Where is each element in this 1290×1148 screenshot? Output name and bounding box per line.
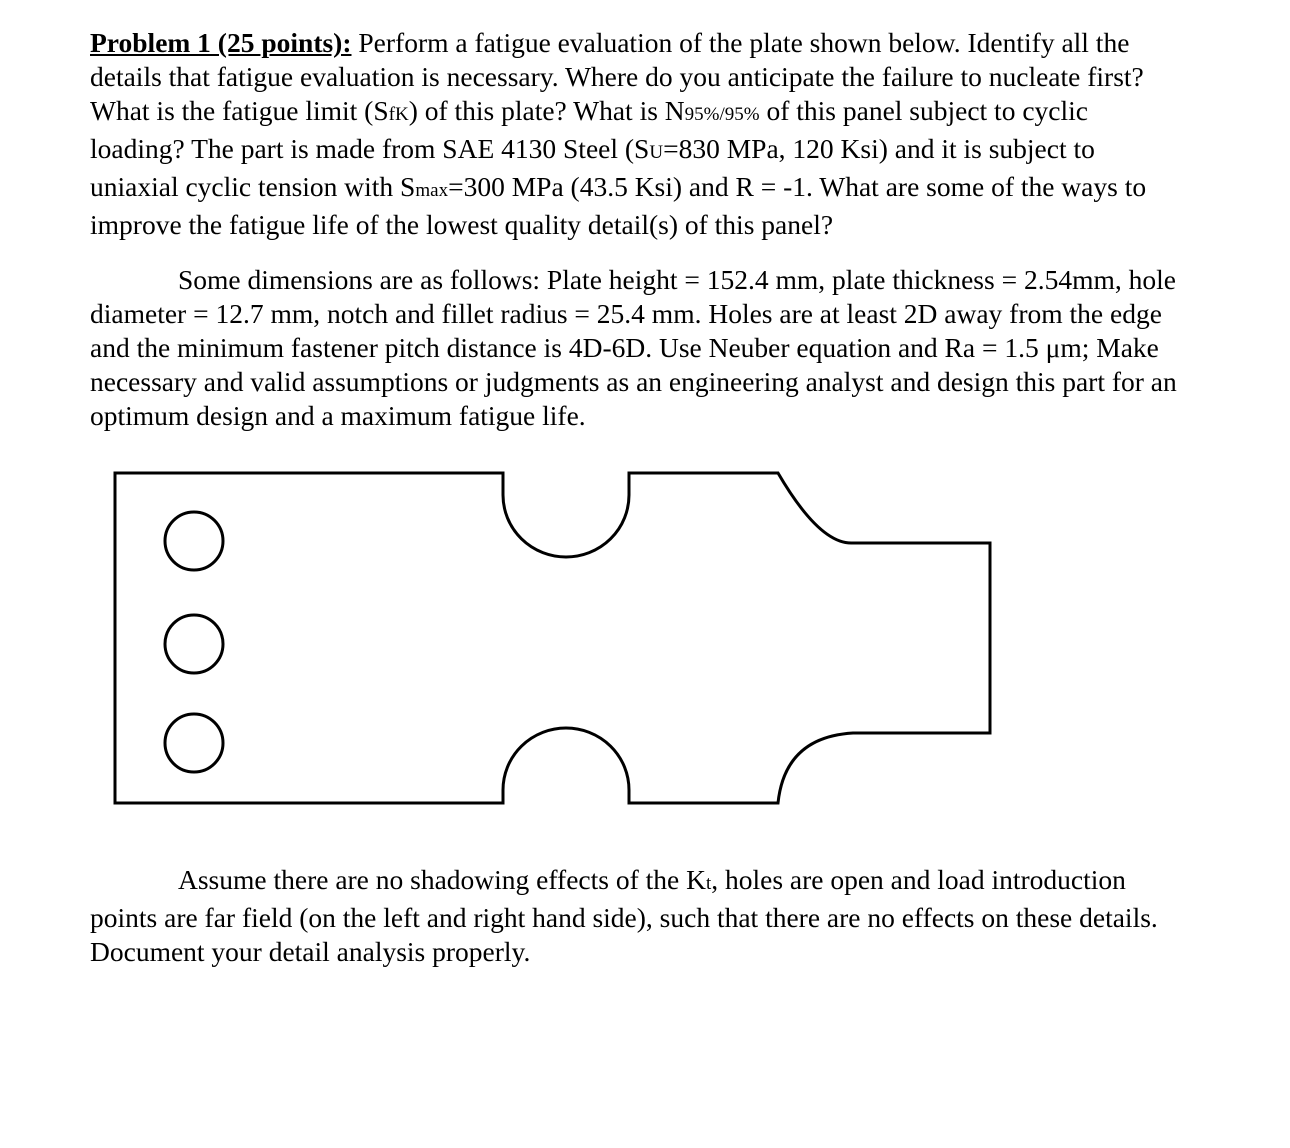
subscript-95-95: 95%/95% (684, 104, 760, 125)
fastener-hole (165, 512, 223, 570)
problem-line-3: What is the fatigue limit (SfK) of this plate? What is N95%/95% of this panel subject to cyclic (90, 95, 1088, 126)
subscript-u: U (649, 142, 664, 163)
fastener-hole (165, 714, 223, 772)
fastener-holes (165, 512, 223, 772)
subscript-t: t (705, 873, 712, 894)
problem-line-6: improve the fatigue life of the lowest quality detail(s) of this panel? (90, 209, 834, 240)
assumptions-line-3: Document your detail analysis properly. (90, 936, 531, 967)
fastener-hole (165, 615, 223, 673)
subscript-max: max (415, 180, 449, 201)
assumptions-line-1: Assume there are no shadowing effects of the Kt, holes are open and load introduction (178, 864, 1126, 895)
problem-line-1: Problem 1 (25 points): Perform a fatigue evaluation of the plate shown below. Identify all the (90, 27, 1130, 58)
subscript-fk: fK (388, 104, 409, 125)
plate-outline-group (115, 473, 990, 803)
problem-line-4: loading? The part is made from SAE 4130 Steel (SU=830 MPa, 120 Ksi) and it is subject to (90, 133, 1095, 164)
problem-line-2: details that fatigue evaluation is necessary. Where do you anticipate the failure to nucleate first? (90, 61, 1144, 92)
dimensions-line-4: necessary and valid assumptions or judgments as an engineering analyst and design this part for an (90, 366, 1177, 397)
assumptions-paragraph (90, 863, 1265, 969)
problem-heading: Problem 1 (25 points): (90, 27, 352, 58)
assumptions-line-2: points are far field (on the left and right hand side), such that there are no effects on these details. (90, 902, 1158, 933)
dimensions-line-2: diameter = 12.7 mm, notch and fillet radius = 25.4 mm. Holes are at least 2D away from the edge (90, 298, 1162, 329)
problem-line-5: uniaxial cyclic tension with Smax=300 MPa (43.5 Ksi) and R = -1. What are some of the ways to (90, 171, 1147, 202)
dimensions-line-1: Some dimensions are as follows: Plate height = 152.4 mm, plate thickness = 2.54mm, hole (178, 264, 1176, 295)
plate-outline (115, 473, 990, 803)
dimensions-line-3: and the minimum fastener pitch distance is 4D-6D. Use Neuber equation and Ra = 1.5 μm; Make (90, 332, 1159, 363)
dimensions-line-5: optimum design and a maximum fatigue life. (90, 400, 586, 431)
